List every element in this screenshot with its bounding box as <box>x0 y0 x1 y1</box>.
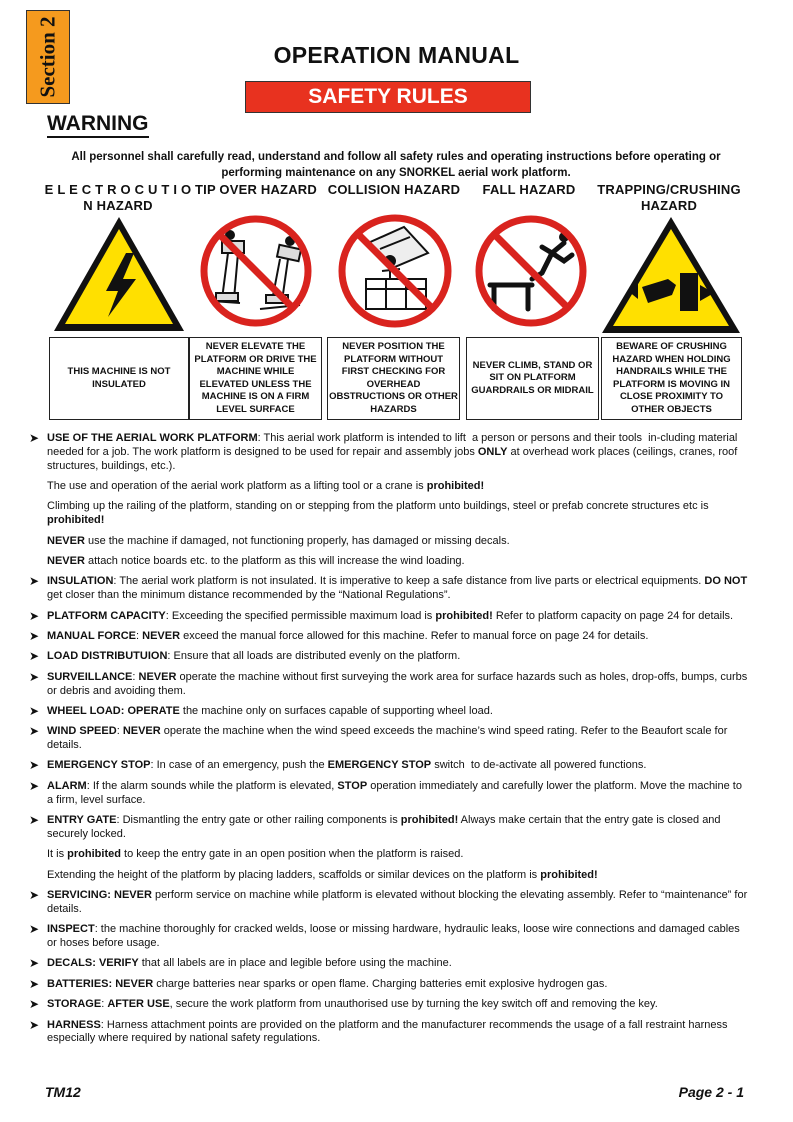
fall-prohibition-icon <box>468 213 594 335</box>
hazard-caption-collision: NEVER POSITION THE PLATFORM WITHOUT FIRST CHECKING FOR OVERHEAD OBSTRUCTIONS OR OTHER HAZARDS <box>327 337 460 420</box>
section-tab-label: Section 2 <box>35 16 60 98</box>
safety-rule-text: MANUAL FORCE: NEVER exceed the manual force allowed for this machine. Refer to manual force on page 24 for details. <box>47 629 649 642</box>
bullet-arrow-icon: ➤ <box>29 703 40 718</box>
bullet-arrow-icon: ➤ <box>29 758 40 773</box>
safety-rule-text: WHEEL LOAD: OPERATE the machine only on surfaces capable of supporting wheel load. <box>47 704 493 717</box>
safety-rule-item <box>27 957 749 971</box>
safety-rule-item <box>27 725 749 753</box>
safety-rule-text: USE OF THE AERIAL WORK PLATFORM: This aerial work platform is intended to lift a person or persons and their tools in-cluding material needed for a job. The work platform is designed to be used for repair and assembly jobs ONLY at overhead work places (ceilings, cranes, roof structures, buildings, etc.). <box>47 432 738 472</box>
safety-rule-item <box>27 814 749 842</box>
hazard-caption-crushing: BEWARE OF CRUSHING HAZARD WHEN HOLDING HANDRAILS WHILE THE PLATFORM IS MOVING IN CLOSE PROXIMITY TO OTHER OBJECTS <box>601 337 742 420</box>
safety-rule-text: PLATFORM CAPACITY: Exceeding the specified permissible maximum load is prohibited! Refer to platform capacity on page 24 for details. <box>47 609 734 622</box>
crushing-warning-icon <box>598 213 744 337</box>
bullet-arrow-icon: ➤ <box>29 813 40 828</box>
safety-rule-item <box>27 780 749 808</box>
footer-page-number: Page 2 - 1 <box>678 1084 744 1100</box>
safety-rule-item <box>27 555 749 569</box>
safety-rule-text: DECALS: VERIFY that all labels are in place and legible before using the machine. <box>47 957 452 970</box>
bullet-arrow-icon: ➤ <box>29 608 40 623</box>
warning-heading: WARNING <box>47 112 149 138</box>
bullet-arrow-icon: ➤ <box>29 649 40 664</box>
bullet-arrow-icon: ➤ <box>29 724 40 739</box>
safety-rule-item <box>27 610 749 624</box>
safety-rule-text: INSPECT: the machine thoroughly for cracked welds, loose or missing hardware, hydraulic leaks, loose wire connections and damaged cables or hoses before usage. <box>47 923 740 949</box>
tip-over-prohibition-icon <box>194 213 318 335</box>
safety-rules-list <box>27 432 749 1053</box>
bullet-arrow-icon: ➤ <box>29 669 40 684</box>
hazard-title-tip-over: TIP OVER HAZARD <box>195 182 317 197</box>
electrocution-warning-icon <box>50 213 188 335</box>
hazard-title-electrocution: E L E C T R O C U T I O N HAZARD <box>44 182 192 213</box>
bullet-arrow-icon: ➤ <box>29 976 40 991</box>
bullet-arrow-icon: ➤ <box>29 922 40 937</box>
hazard-title-crushing: TRAPPING/CRUSHING HAZARD <box>597 182 741 213</box>
safety-rule-text: NEVER use the machine if damaged, not functioning properly, has damaged or missing decals. <box>47 534 510 547</box>
bullet-arrow-icon: ➤ <box>29 628 40 643</box>
safety-rule-item <box>27 869 749 883</box>
safety-rule-text: SERVICING: NEVER perform service on machine while platform is elevated without blocking the elevating assembly. Refer to “maintenance” for details. <box>47 889 748 915</box>
safety-rule-text: The use and operation of the aerial work platform as a lifting tool or a crane is prohibited! <box>47 479 485 492</box>
safety-rule-text: LOAD DISTRIBUTUION: Ensure that all loads are distributed evenly on the platform. <box>47 650 461 663</box>
hazard-caption-electrocution: THIS MACHINE IS NOT INSULATED <box>49 337 189 420</box>
safety-rule-text: BATTERIES: NEVER charge batteries near sparks or open flame. Charging batteries emit explosive hydrogen gas. <box>47 977 608 990</box>
hazard-caption-tip-over: NEVER ELEVATE THE PLATFORM OR DRIVE THE MACHINE WHILE ELEVATED UNLESS THE MACHINE IS ON A FIRM LEVEL SURFACE <box>189 337 322 420</box>
safety-rule-item <box>27 759 749 773</box>
safety-rule-item <box>27 575 749 603</box>
safety-rule-item <box>27 630 749 644</box>
safety-rule-item <box>27 889 749 917</box>
intro-text: All personnel shall carefully read, understand and follow all safety rules and operating instructions before operating or performing maintenance on any SNORKEL aerial work platform. <box>71 151 721 179</box>
safety-rule-text: ALARM: If the alarm sounds while the platform is elevated, STOP operation immediately and carefully lower the platform. Move the machine to a firm, level surface. <box>47 779 742 806</box>
bullet-arrow-icon: ➤ <box>29 431 40 445</box>
hazard-caption-fall: NEVER CLIMB, STAND OR SIT ON PLATFORM GUARDRAILS OR MIDRAIL <box>466 337 599 420</box>
safety-rule-item <box>27 500 749 528</box>
safety-rule-text: Extending the height of the platform by placing ladders, scaffolds or similar devices on the platform is prohibited! <box>47 868 598 881</box>
safety-rule-text: Climbing up the railing of the platform, standing on or stepping from the platform unto buildings, steel or prefab concrete structures etc is prohibited! <box>47 500 709 527</box>
safety-rule-item <box>27 848 749 862</box>
safety-rule-item <box>27 923 749 951</box>
safety-rule-item <box>27 1019 749 1047</box>
safety-rule-item <box>27 705 749 719</box>
safety-rule-item <box>27 671 749 699</box>
safety-rule-text: HARNESS: Harness attachment points are provided on the platform and the manufacturer recommends the usage of a fall restraint harness especially where required by national safety regulations. <box>47 1018 728 1045</box>
safety-rule-text: INSULATION: The aerial work platform is not insulated. It is imperative to keep a safe distance from live parts or electrical equipments. DO NOT get closer than the minimum distance recommended by the “National Regulations”. <box>47 575 748 602</box>
safety-rule-item <box>27 978 749 992</box>
bullet-arrow-icon: ➤ <box>29 888 40 903</box>
safety-rule-item <box>27 535 749 549</box>
hazard-title-collision: COLLISION HAZARD <box>327 182 461 197</box>
bullet-arrow-icon: ➤ <box>29 1017 40 1032</box>
safety-rules-banner: SAFETY RULES <box>245 81 531 113</box>
footer-doc-code: TM12 <box>45 1084 81 1100</box>
safety-rule-text: NEVER attach notice boards etc. to the platform as this will increase the wind loading. <box>47 554 465 567</box>
safety-rule-text: ENTRY GATE: Dismantling the entry gate or other railing components is prohibited! Always make certain that the entry gate is closed and securely locked. <box>47 814 721 840</box>
hazard-title-fall: FALL HAZARD <box>482 182 576 197</box>
safety-rule-text: SURVEILLANCE: NEVER operate the machine without first surveying the work area for surface hazards such as holes, drop-offs, bumps, curbs or debris and avoiding them. <box>47 670 748 697</box>
collision-prohibition-icon <box>330 213 460 335</box>
bullet-arrow-icon: ➤ <box>29 574 40 589</box>
safety-rule-text: WIND SPEED: NEVER operate the machine when the wind speed exceeds the machine’s wind speed rating. Refer to the Beaufort scale for details. <box>47 725 728 752</box>
bullet-arrow-icon: ➤ <box>29 778 40 793</box>
bullet-arrow-icon: ➤ <box>29 956 40 971</box>
page-title: OPERATION MANUAL <box>273 42 520 68</box>
safety-rule-item <box>27 432 749 473</box>
safety-rule-text: EMERGENCY STOP: In case of an emergency, push the EMERGENCY STOP switch to de-activate all powered functions. <box>47 759 647 772</box>
safety-rule-item <box>27 998 749 1012</box>
safety-rule-text: It is prohibited to keep the entry gate in an open position when the platform is raised. <box>47 848 464 861</box>
safety-rule-item <box>27 650 749 664</box>
safety-rule-text: STORAGE: AFTER USE, secure the work platform from unauthorised use by turning the key switch off and removing the key. <box>47 998 658 1011</box>
bullet-arrow-icon: ➤ <box>29 997 40 1012</box>
safety-rule-item <box>27 480 749 494</box>
